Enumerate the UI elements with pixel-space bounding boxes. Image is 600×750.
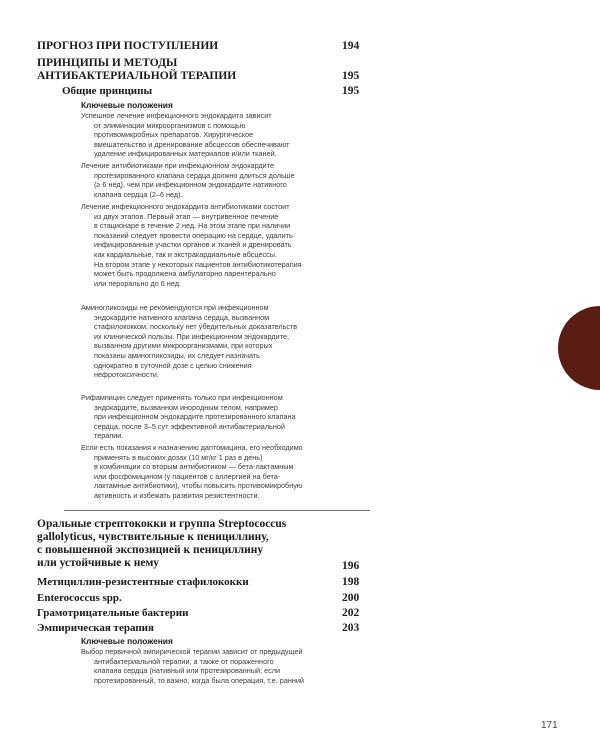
text-line: применять в высоких дозах (10 мг/кг 1 раз в день) [94,452,263,462]
toc-empirical-title: Эмпирическая терапия [37,622,154,634]
toc-oral-strep-title [37,518,357,570]
text-line: активность и избежать развития резистентности. [94,490,260,500]
toc-general-page: 195 [342,85,360,97]
toc-gram-negative-title: Грамотрицательные бактерии [37,607,189,619]
toc-oral-strep-page: 196 [342,560,360,572]
toc-enterococcus-title: Enterococcus spp. [37,592,122,604]
toc-oral-strep-line4: или устойчивые к нему [37,557,160,569]
text-line: инфицированные участки органов и тканей и дренировать [94,240,292,250]
text-line: терапии. [94,431,124,441]
text-line: эндокардите, вызванном инородным телом, например [94,402,278,412]
key-point-paragraph [81,393,296,441]
text-line: протезированного клапана сердца должно длиться дольше [94,170,295,180]
toc-oral-strep-line1: Оральные стрептококки и группа Streptococcus [37,518,287,530]
text-line: удаление инфицированных материалов и/или тканей. [94,149,277,159]
text-line: сердца, после 3–5 сут эффективной антибактериальной [94,421,285,431]
text-line: показаны аминогликозиды, их следует назначать [94,350,260,360]
text-line: лактамные антибиотики), чтобы повысить противомикробную [94,481,303,491]
text-line: вмешательство и дренирование абсцессов обеспечивают [94,139,290,149]
text-line: (≥ 6 нед), чем при инфекционном эндокардите нативного [94,180,287,190]
toc-principles-line1: ПРИНЦИПЫ И МЕТОДЫ [37,57,178,69]
chapter-tab-marker [558,306,600,390]
toc-mrsa-title: Метициллин-резистентные стафилококки [37,576,249,588]
text-line: Рифампицин следует применять только при инфекционном [81,393,283,402]
toc-principles-line2: АНТИБАКТЕРИАЛЬНОЙ ТЕРАПИИ [37,70,237,82]
text-line: или фосфомицином (у пациентов с аллергией на бета- [94,471,281,481]
text-line: эндокардите нативного клапана сердца, вызванном [94,312,270,322]
key-point-paragraph [81,303,297,380]
text-line: в комбинации со вторым антибиотиком — бета-лактамным [94,462,294,472]
text-line: На втором этапе у некоторых пациентов антибиотикотерапия [94,259,302,269]
toc-prognosis-page: 194 [342,40,360,52]
toc-mrsa-page: 198 [342,576,360,588]
toc-principles-title [37,57,360,83]
text-line: их клинической пользы. При инфекционном эндокардите, [94,331,289,341]
toc-oral-strep-line2: gallolyticus, чувствительные к пенициллину, [37,531,269,543]
text-line: Если есть показания к назначению даптомицина, его необходимо [81,443,303,452]
key-point-paragraph [81,161,295,199]
text-line: клапана сердца (нативный или протезированный; если [94,666,281,676]
text-line: нефротоксичности. [94,370,159,380]
text-line: Успешное лечение инфекционного эндокардита зависит [81,111,272,120]
text-line: антибактериальной терапии, а также от пораженного [94,656,274,666]
toc-prognosis-title: ПРОГНОЗ ПРИ ПОСТУПЛЕНИИ [37,40,219,52]
text-line: показаний следует провести операцию на сердце, удалить [94,230,293,240]
text-line: как кардиальные, так и экстракардиальные абсцессы. [94,249,277,259]
text-line: Выбор первичной эмпирической терапии зависит от предыдущей [81,647,303,656]
key-point-paragraph [81,443,303,501]
toc-principles-page: 195 [342,70,360,82]
text-line: при инфекционном эндокардите протезированного клапана [94,412,296,422]
toc-general-title: Общие принципы [62,85,153,97]
text-line: Аминогликозиды не рекомендуются при инфекционном [81,303,269,312]
toc-enterococcus-page: 200 [342,592,360,604]
text-line: вызванном другими микроорганизмами, при которых [94,341,273,351]
key-point-paragraph [81,111,289,159]
toc-oral-strep-line3: с повышенной экспозицией к пенициллину [37,544,264,556]
section-divider [64,510,370,511]
text-line: может быть продолжена амбулаторно парентерально [94,269,276,279]
text-line: от элиминации микроорганизмов с помощью [94,120,246,130]
text-line: однократно в суточной дозе с целью снижения [94,360,252,370]
text-line: в стационаре в течение 2 нед. На этом этапе при наличии [94,221,291,231]
key-point-paragraph [81,647,304,685]
key-points-title: Ключевые положения [81,100,173,110]
text-line: клапана сердца (2–6 нед). [94,189,183,199]
text-line: из двух этапов. Первый этап — внутривенное лечение [94,211,279,221]
toc-empirical-page: 203 [342,622,360,634]
toc-gram-negative-page: 202 [342,607,360,619]
text-line: противомикробных препаратов. Хирургическое [94,130,254,140]
key-point-paragraph [81,202,302,288]
text-line: или перорально до 6 нед. [94,278,181,288]
key-points-title: Ключевые положения [81,636,173,646]
text-line: Лечение инфекционного эндокардита антибиотиками состоит [81,202,290,211]
text-line: протезированный, то важно, когда была операция, т.е. ранний [94,675,304,685]
text-line: Лечение антибиотиками при инфекционном эндокардите [81,161,274,170]
page-number: 171 [541,720,558,731]
text-line: стафилококком, поскольку нет убедительных доказательств [94,322,298,332]
